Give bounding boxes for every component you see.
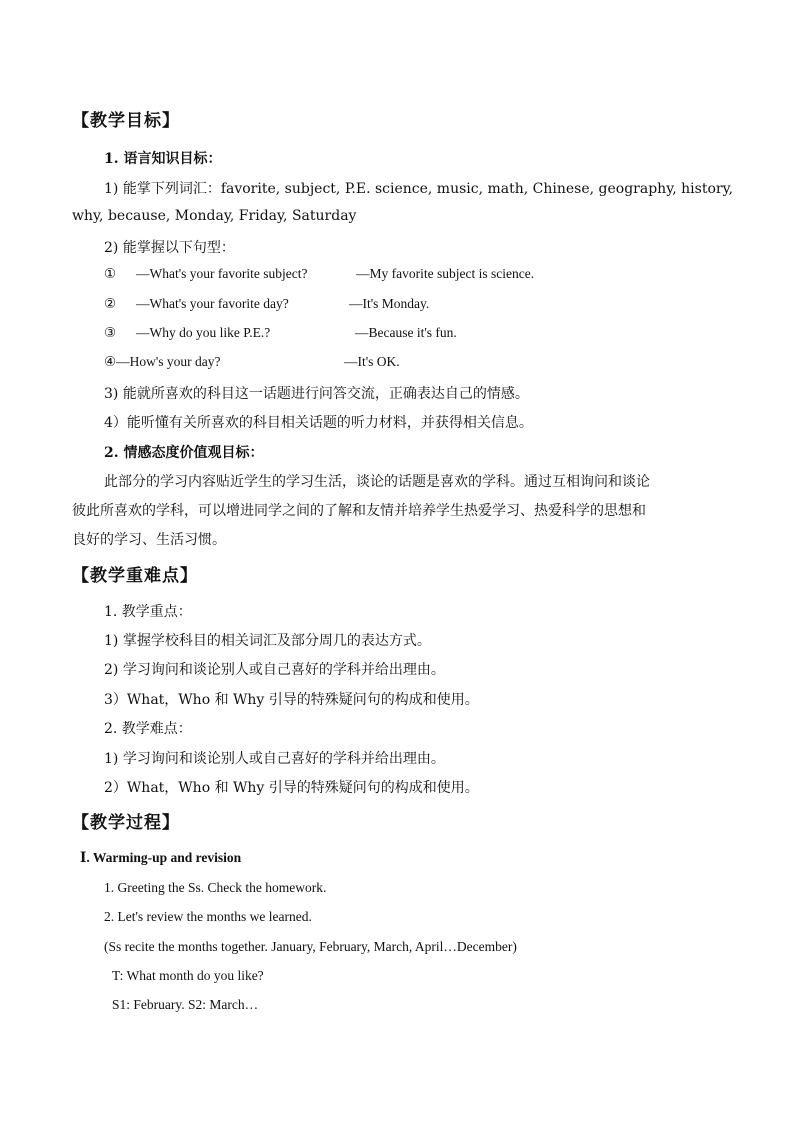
dialog-line: S1: February. S2: March… [112,997,259,1012]
objective-point-3: 3) 能就所喜欢的科目这一话题进行问答交流，正确表达自己的情感。 [104,386,529,402]
section-heading-objectives: 【教学目标】 [72,111,180,131]
key-point-item: 2) 学习询问和谈论别人或自己喜好的学科并给出理由。 [104,662,445,678]
pattern-answer: —It's OK. [344,354,400,369]
pattern-marker: ① [104,266,117,281]
paragraph-line-3: 良好的学习、生活习惯。 [72,532,226,548]
process-step: 1. Greeting the Ss. Check the homework. [104,880,327,895]
key-points-title: 1. 教学重点： [104,604,192,620]
subsection-title-language: 1. 语言知识目标： [104,151,222,167]
dialog-line: T: What month do you like? [112,968,264,983]
pattern-answer: —It's Monday. [349,296,430,311]
pattern-answer: —Because it's fun. [355,325,457,340]
pattern-marker: ④ [104,354,117,369]
key-point-item: 1) 掌握学校科目的相关词汇及部分周几的表达方式。 [104,633,431,649]
patterns-intro: 2) 能掌握以下句型： [104,240,235,256]
process-step: 2. Let's review the months we learned. [104,909,312,924]
subsection-title-attitude: 2. 情感态度价值观目标： [104,445,264,461]
pattern-marker: ③ [104,325,117,340]
pattern-item [104,266,308,282]
paragraph-line-1: 此部分的学习内容贴近学生的学习生活，谈论的话题是喜欢的学科。通过互相询问和谈论 [104,474,650,490]
pattern-question: —Why do you like P.E.? [136,325,271,340]
pattern-item [104,354,221,370]
difficulty-item: 1) 学习询问和谈论别人或自己喜好的学科并给出理由。 [104,751,445,767]
section-heading-key-points: 【教学重难点】 [72,566,198,586]
key-point-item: 3）What，Who 和 Why 引导的特殊疑问句的构成和使用。 [104,692,479,708]
pattern-item [104,325,270,341]
section-heading-process: 【教学过程】 [72,813,180,833]
pattern-answer: —My favorite subject is science. [356,266,535,281]
pattern-question: —What's your favorite day? [136,296,289,311]
difficulty-item: 2）What，Who 和 Why 引导的特殊疑问句的构成和使用。 [104,780,479,796]
pattern-question: —What's your favorite subject? [136,266,308,281]
objective-point-4: 4）能听懂有关所喜欢的科目相关话题的听力材料，并获得相关信息。 [104,415,533,431]
difficulty-title: 2. 教学难点： [104,721,192,737]
process-step: (Ss recite the months together. January, February, March, April…December) [104,939,517,954]
part-title-warming-up: Ⅰ. Warming-up and revision [80,850,242,865]
vocab-line-2: why, because, Monday, Friday, Saturday [72,208,357,224]
pattern-question: —How's your day? [116,354,221,369]
paragraph-line-2: 彼此所喜欢的学科，可以增进同学之间的了解和友情并培养学生热爱学习、热爱科学的思想和 [72,503,646,519]
vocab-line-1: 1) 能掌下列词汇：favorite, subject, P.E. science, music, math, Chinese, geography, history, [104,181,734,197]
pattern-marker: ② [104,296,117,311]
pattern-item [104,296,289,312]
